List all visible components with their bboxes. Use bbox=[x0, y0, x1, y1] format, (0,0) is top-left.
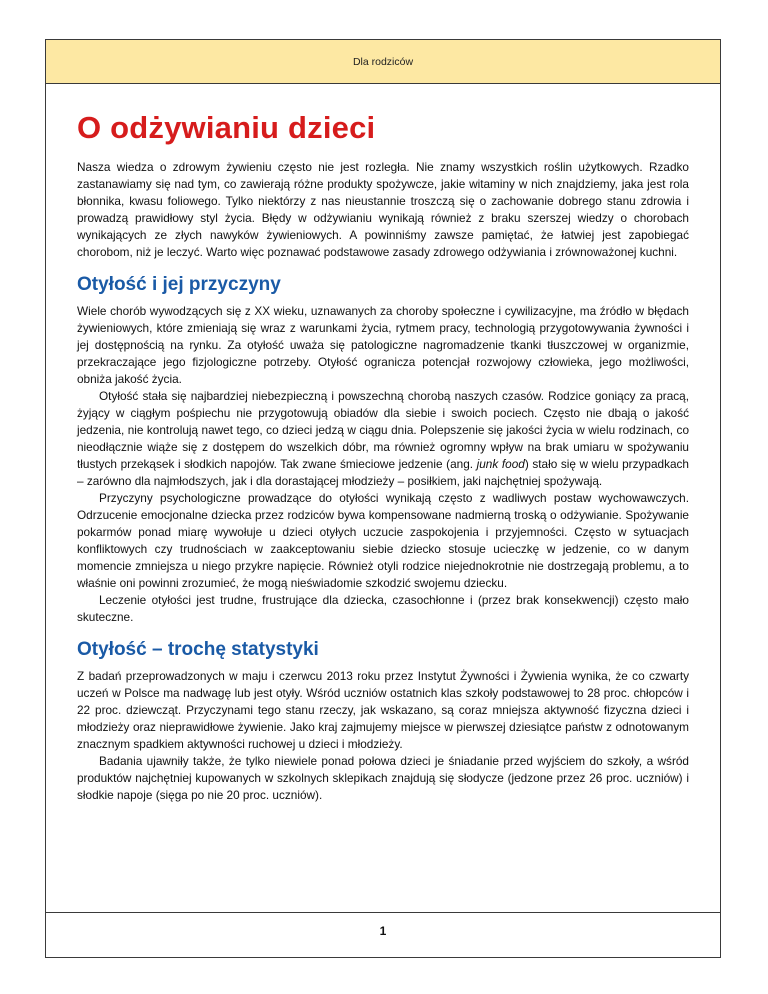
page-frame bbox=[45, 39, 721, 958]
section2-paragraph-2: Badania ujawniły także, że tylko niewiele ponad połowa dzieci je śniadanie przed wyjściem do szkoły, a wśród produktów najchętniej kupowanych w szkolnych sklepikach znajdują się słodycze (jedzone przez 26 proc. uczniów) i słodkie napoje (sięga po nie 20 proc. uczniów). bbox=[77, 754, 689, 802]
page-title: O odżywianiu dzieci bbox=[77, 110, 376, 145]
section-heading-statistics: Otyłość – trochę statystyki bbox=[77, 639, 319, 660]
section1-paragraph-2 bbox=[77, 388, 689, 490]
junk-food-term: junk food bbox=[476, 457, 525, 471]
section1-paragraph-3: Przyczyny psychologiczne prowadzące do otyłości wynikają często z wadliwych postaw wychowawczych. Odrzucenie emocjonalne dziecka przez rodziców bywa kompensowane nadmierną troską o odżywianie. Spożywanie pokarmów ponad miarę wywołuje u dzieci otyłych uczucie zaspokojenia i przyjemności. Często w sytuacjach konfliktowych czy trudnościach w zaakceptowaniu siebie dziecko stosuje ucieczkę w jedzenie, co w danym momencie zmniejsza u niego przykre napięcie. Również otyli rodzice niejednokrotnie nie dostrzegają problemu, a to właśnie oni powinni zrozumieć, że mogą nieświadomie szkodzić swojemu dziecku. bbox=[77, 491, 689, 590]
section-heading-obesity-causes: Otyłość i jej przyczyny bbox=[77, 274, 281, 295]
intro-paragraph: Nasza wiedza o zdrowym żywieniu często nie jest rozległa. Nie znamy wszystkich roślin użytkowych. Rzadko zastanawiamy się nad tym, co zawierają różne produkty spożywcze, jakie witaminy w nich znajdziemy, jaka jest rola błonnika, kwasu foliowego. Tylko niektórzy z nas nieustannie troszczą się o zachowanie dobrego stanu zdrowia i prowadzą prawidłowy styl życia. Błędy w odżywianiu wynikają również z braku szerszej wiedzy o chorobach wynikających ze złych nawyków żywieniowych. A powinniśmy zawsze pamiętać, że łatwiej jest zapobiegać chorobom, niż je leczyć. Warto więc poznawać podstawowe zasady zdrowego odżywiania i zrównoważonej kuchni. bbox=[77, 160, 689, 259]
footer-divider bbox=[46, 912, 720, 913]
section1-paragraph-1: Wiele chorób wywodzących się z XX wieku, uznawanych za choroby społeczne i cywilizacyjne, ma źródło w błędach żywieniowych, które zmieniają się wraz z warunkami życia, rytmem pracy, technologią przygotowywania żywności i jej dostępnością na rynku. Za otyłość uważa się patologiczne nagromadzenie tkanki tłuszczowej w organizmie, przekraczające jego fizjologiczne potrzeby. Otyłość ogranicza potencjał rozwojowy człowieka, jego możliwości, obniża jakość życia. bbox=[77, 304, 689, 386]
page-number: 1 bbox=[379, 924, 387, 938]
section1-paragraph-2-after: ) stało się w wielu przypadkach – zarówno dla najmłodszych, jak i dla dorastającej młodzieży – posiłkiem, jaki najchętniej spożywają. bbox=[77, 457, 689, 488]
section1-paragraph-2-before: Otyłość stała się najbardziej niebezpieczną i powszechną chorobą naszych czasów. Rodzice goniący za pracą, żyjący w ciągłym pośpiechu nie przygotowują obiadów dla siebie i swoich pociech. Często nie dbają o jakość jedzenia, nie kontrolują nawet tego, co dzieci jedzą w ciągu dnia. Polepszenie się jakości życia w wielu rodzinach, co nieodłącznie wiąże się z dostępem do wszelkich dóbr, ma również ogromny wpływ na brak umiaru w spożywaniu tłustych przekąsek i słodkich napojów. Tak zwane śmieciowe jedzenie (ang. bbox=[77, 389, 689, 471]
header-band bbox=[46, 40, 720, 84]
article-content bbox=[46, 110, 720, 804]
section2-paragraph-1: Z badań przeprowadzonych w maju i czerwcu 2013 roku przez Instytut Żywności i Żywienia wynika, że co czwarty uczeń w Polsce ma nadwagę lub jest otyły. Wśród uczniów ostatnich klas szkoły podstawowej to 28 proc. chłopców i 22 proc. dziewcząt. Przyczynami tego stanu rzeczy, jak wskazano, są coraz mniejsza aktywność fizyczna dzieci i młodzieży oraz nieprawidłowe żywienie. Jako kraj zajmujemy miejsce w pierwszej dziesiątce państw z odnotowanym znacznym spadkiem aktywności ruchowej u dzieci i młodzieży. bbox=[77, 669, 689, 751]
section1-paragraph-4: Leczenie otyłości jest trudne, frustrujące dla dziecka, czasochłonne i (przez brak konsekwencji) często mało skuteczne. bbox=[77, 593, 689, 624]
header-label: Dla rodziców bbox=[352, 55, 414, 68]
